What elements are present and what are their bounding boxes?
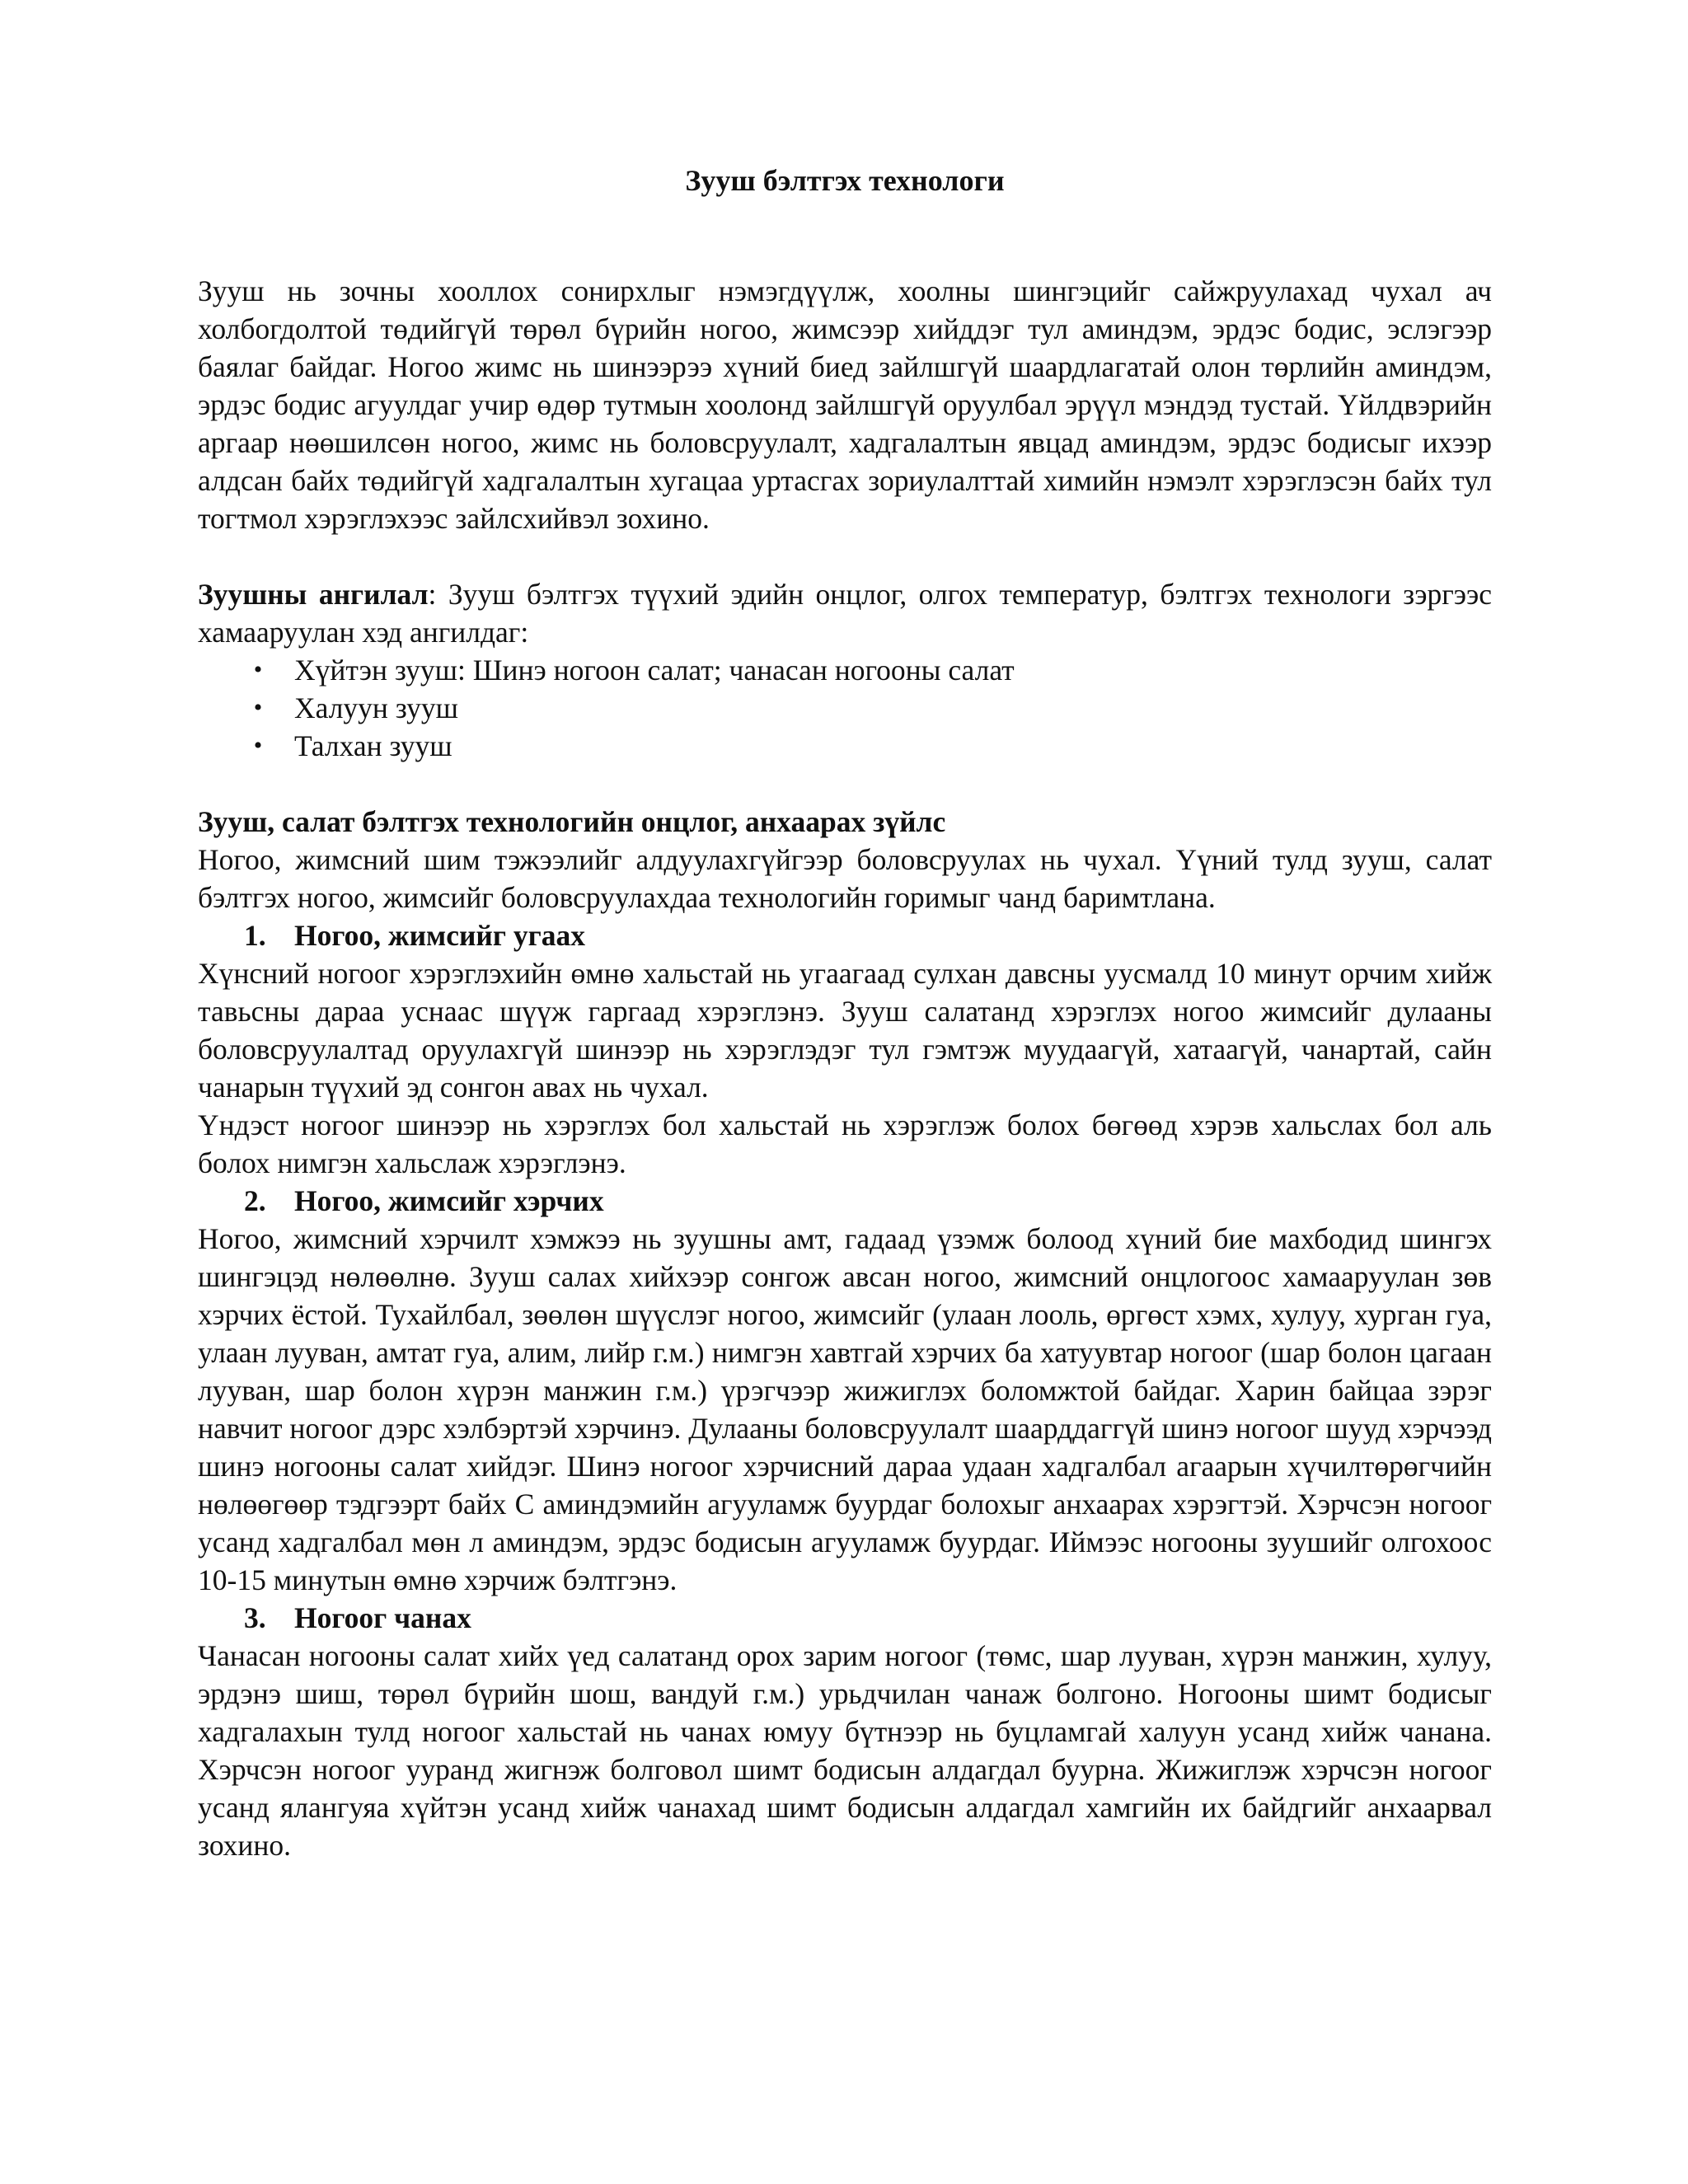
document-title: Зууш бэлтгэх технологи: [685, 164, 1005, 197]
step-number: 3.: [244, 1601, 266, 1634]
step-number: 2.: [244, 1184, 266, 1217]
step-title: Ногоо, жимсийг хэрчих: [294, 1184, 604, 1217]
list-item: [198, 689, 1492, 727]
list-item: [198, 651, 1492, 689]
bullet-icon: •: [253, 732, 263, 759]
list-item-text: Хүйтэн зууш: Шинэ ногоон салат; чанасан ногооны салат: [294, 654, 1015, 687]
step-heading-wash: [198, 916, 1492, 954]
classification-list: [198, 651, 1492, 765]
bullet-icon: •: [253, 656, 263, 683]
step-paragraph: Чанасан ногооны салат хийх үед салатанд орох зарим ногоог (төмс, шар лууван, хүрэн манжин, хулуу, эрдэнэ шиш, төрөл бүрийн шош, вандуй г.м.) урьдчилан чанаж болгоно. Ногооны шимт бодисыг хадгалахын тулд ногоог хальстай нь чанах юмуу бүтнээр нь буцламгай халуун усанд хийж чанана. Хэрчсэн ногоог ууранд жигнэж болговол шимт бодисын алдагдал буурна. Жижиглэж хэрчсэн ногоог усанд ялангуяа хүйтэн усанд хийж чанахад шимт бодисын алдагдал хамгийн их байдгийг анхаарвал зохино.: [198, 1639, 1492, 1862]
list-item-text: Халуун зууш: [294, 691, 458, 724]
intro-paragraph: Зууш нь зочны хооллох сонирхлыг нэмэгдүүлж, хоолны шингэцийг сайжруулахад чухал ач холбогдолтой төдийгүй төрөл бүрийн ногоо, жимсээр хийддэг тул аминдэм, эрдэс бодис, эслэгээр баялаг байдаг. Ногоо жимс нь шинээрээ хүний биед зайлшгүй шаардлагатай олон төрлийн аминдэм, эрдэс бодис агуулдаг учир өдөр тутмын хоолонд зайлшгүй оруулбал эрүүл мэндэд тустай. Үйлдвэрийн аргаар нөөшилсөн ногоо, жимс нь боловсруулалт, хадгалалтын явцад аминдэм, эрдэс бодисыг ихээр алдсан байх төдийгүй хадгалалтын хугацаа уртасгах зориулалттай химийн нэмэлт хэрэглэсэн байх тул тогтмол хэрэглэхээс зайлсхийвэл зохино.: [198, 274, 1492, 535]
spacer: [198, 765, 1492, 803]
step-paragraph: Ногоо, жимсний хэрчилт хэмжээ нь зуушны амт, гадаад үзэмж болоод хүний бие махбодид шингэх шингэцэд нөлөөлнө. Зууш салах хийхээр сонгож авсан ногоо, жимсний онцлогоос хамааруулан зөв хэрчих ёстой. Тухайлбал, зөөлөн шүүслэг ногоо, жимсийг (улаан лооль, өргөст хэмх, хулуу, хурган гуа, улаан лууван, амтат гуа, алим, лийр г.м.) нимгэн хавтгай хэрчих ба хатуувтар ногоог (шар болон цагаан лууван, шар болон хүрэн манжин г.м.) үрэгчээр жижиглэх боломжтой байдаг. Харин байцаа зэрэг навчит ногоог дэрс хэлбэртэй хэрчинэ. Дулааны боловсруулалт шаарддаггүй шинэ ногоог шууд хэрчээд шинэ ногооны салат хийдэг. Шинэ ногоог хэрчисний дараа удаан хадгалбал агаарын хүчилтөрөгчийн нөлөөгөөр тэдгээрт байх С аминдэмийн агууламж буурдаг болохыг анхаарах хэрэгтэй. Хэрчсэн ногоог усанд хадгалбал мөн л аминдэм, эрдэс бодисын агууламж буурдаг. Иймээс ногооны зуушийг олгохоос 10-15 минутын өмнө хэрчиж бэлтгэнэ.: [198, 1222, 1492, 1596]
section-intro: Ногоо, жимсний шим тэжээлийг алдуулахгүйгээр боловсруулах нь чухал. Үүний тулд зууш, салат бэлтгэх ногоо, жимсийг боловсруулахдаа технологийн горимыг чанд баримтлана.: [198, 843, 1492, 914]
step-title: Ногоог чанах: [294, 1601, 471, 1634]
classification-text: : Зууш бэлтгэх түүхий эдийн онцлог, олгох температур, бэлтгэх технологи зэргээс хамааруулан хэд ангилдаг:: [198, 578, 1492, 649]
list-item-text: Талхан зууш: [294, 729, 452, 762]
spacer: [198, 537, 1492, 575]
step-number: 1.: [244, 919, 266, 952]
step-heading-cut: [198, 1182, 1492, 1220]
section-heading: Зууш, салат бэлтгэх технологийн онцлог, анхаарах зүйлс: [198, 805, 946, 838]
bullet-icon: •: [253, 694, 263, 721]
step-title: Ногоо, жимсийг угаах: [294, 919, 586, 952]
classification-label: Зуушны ангилал: [198, 578, 429, 611]
step-paragraph: Үндэст ногоог шинээр нь хэрэглэх бол хальстай нь хэрэглэж болох бөгөөд хэрэв хальслах бол аль болох нимгэн хальслаж хэрэглэнэ.: [198, 1108, 1492, 1179]
classification-paragraph: [198, 575, 1492, 651]
document-body: [198, 162, 1492, 1864]
list-item: [198, 727, 1492, 765]
step-paragraph: Хүнсний ногоог хэрэглэхийн өмнө хальстай нь угаагаад сулхан давсны уусмалд 10 минут орчим хийж тавьсны дараа уснаас шүүж гаргаад хэрэглэнэ. Зууш салатанд хэрэглэх ногоо жимсийг дулааны боловсруулалтад оруулахгүй шинээр нь хэрэглэдэг тул гэмтэж муудаагүй, хатаагүй, чанартай, сайн чанарын түүхий эд сонгон авах нь чухал.: [198, 957, 1492, 1104]
step-heading-boil: [198, 1599, 1492, 1637]
